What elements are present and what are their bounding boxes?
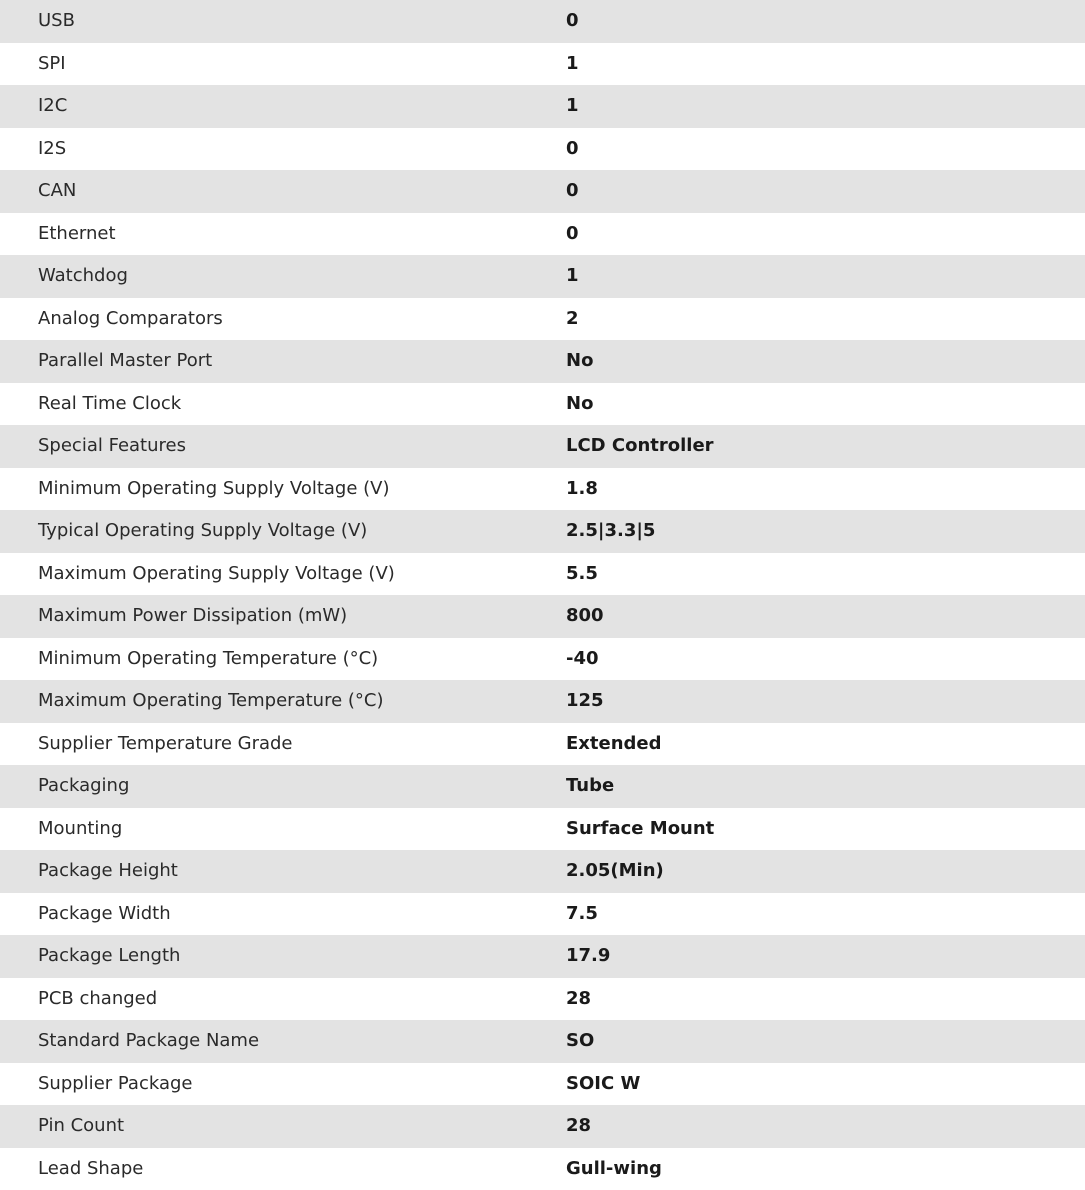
spec-label: Maximum Operating Supply Voltage (V) <box>38 562 395 584</box>
spec-row <box>0 553 1085 596</box>
spec-row <box>0 383 1085 426</box>
spec-label: Analog Comparators <box>38 307 223 329</box>
spec-value: 0 <box>566 137 579 159</box>
spec-label: Parallel Master Port <box>38 350 213 372</box>
spec-row <box>0 128 1085 171</box>
spec-row <box>0 978 1085 1021</box>
spec-row <box>0 43 1085 86</box>
spec-row <box>0 893 1085 936</box>
spec-label: Maximum Power Dissipation (mW) <box>38 605 348 627</box>
spec-row <box>0 850 1085 893</box>
spec-value: 2.5|3.3|5 <box>566 520 656 542</box>
spec-value: 7.5 <box>566 902 598 924</box>
spec-value: SO <box>566 1030 595 1052</box>
spec-row <box>0 340 1085 383</box>
spec-row <box>0 510 1085 553</box>
spec-row <box>0 468 1085 511</box>
spec-value: 1 <box>566 52 579 74</box>
spec-row <box>0 1063 1085 1106</box>
spec-value: Surface Mount <box>566 817 715 839</box>
spec-row <box>0 0 1085 43</box>
spec-row <box>0 85 1085 128</box>
spec-row <box>0 638 1085 681</box>
spec-label: USB <box>38 10 75 32</box>
spec-label: Typical Operating Supply Voltage (V) <box>38 520 368 542</box>
spec-label: Maximum Operating Temperature (°C) <box>38 690 384 712</box>
spec-row <box>0 425 1085 468</box>
spec-label: Supplier Temperature Grade <box>38 732 293 754</box>
spec-row <box>0 213 1085 256</box>
spec-label: Standard Package Name <box>38 1030 260 1052</box>
spec-value: 800 <box>566 605 604 627</box>
spec-row <box>0 170 1085 213</box>
spec-label: Pin Count <box>38 1115 125 1137</box>
spec-row <box>0 808 1085 851</box>
spec-value: Tube <box>566 775 615 797</box>
spec-label: Watchdog <box>38 265 128 287</box>
spec-value: Extended <box>566 732 662 754</box>
spec-value: 1.8 <box>566 477 598 499</box>
spec-row <box>0 298 1085 341</box>
spec-value: 0 <box>566 180 579 202</box>
spec-value: No <box>566 350 594 372</box>
spec-label: Package Height <box>38 860 178 882</box>
spec-value: 2 <box>566 307 579 329</box>
spec-value: SOIC W <box>566 1072 641 1094</box>
spec-row <box>0 765 1085 808</box>
spec-value: 125 <box>566 690 604 712</box>
spec-row <box>0 1105 1085 1148</box>
spec-value: 2.05(Min) <box>566 860 664 882</box>
spec-label: Ethernet <box>38 222 116 244</box>
spec-value: No <box>566 392 594 414</box>
spec-value: 0 <box>566 222 579 244</box>
spec-value: 28 <box>566 1115 592 1137</box>
spec-row <box>0 1020 1085 1063</box>
spec-row <box>0 935 1085 978</box>
spec-label: PCB changed <box>38 987 158 1009</box>
spec-value: Gull-wing <box>566 1157 662 1179</box>
spec-row <box>0 1148 1085 1190</box>
spec-label: CAN <box>38 180 77 202</box>
spec-value: LCD Controller <box>566 435 714 457</box>
spec-row <box>0 723 1085 766</box>
spec-value: 17.9 <box>566 945 611 967</box>
spec-row <box>0 255 1085 298</box>
spec-value: -40 <box>566 647 599 669</box>
spec-value: 28 <box>566 987 592 1009</box>
spec-label: Special Features <box>38 435 186 457</box>
spec-row <box>0 595 1085 638</box>
spec-label: Real Time Clock <box>38 392 182 414</box>
spec-label: Package Width <box>38 902 171 924</box>
spec-value: 1 <box>566 265 579 287</box>
spec-label: SPI <box>38 52 66 74</box>
spec-value: 5.5 <box>566 562 598 584</box>
spec-value: 1 <box>566 95 579 117</box>
spec-label: Minimum Operating Temperature (°C) <box>38 647 379 669</box>
spec-label: I2S <box>38 137 67 159</box>
spec-label: Supplier Package <box>38 1072 193 1094</box>
spec-label: Minimum Operating Supply Voltage (V) <box>38 477 390 499</box>
spec-label: Packaging <box>38 775 130 797</box>
spec-label: I2C <box>38 95 68 117</box>
spec-value: 0 <box>566 10 579 32</box>
spec-row <box>0 680 1085 723</box>
spec-label: Mounting <box>38 817 123 839</box>
spec-label: Package Length <box>38 945 181 967</box>
spec-label: Lead Shape <box>38 1157 144 1179</box>
